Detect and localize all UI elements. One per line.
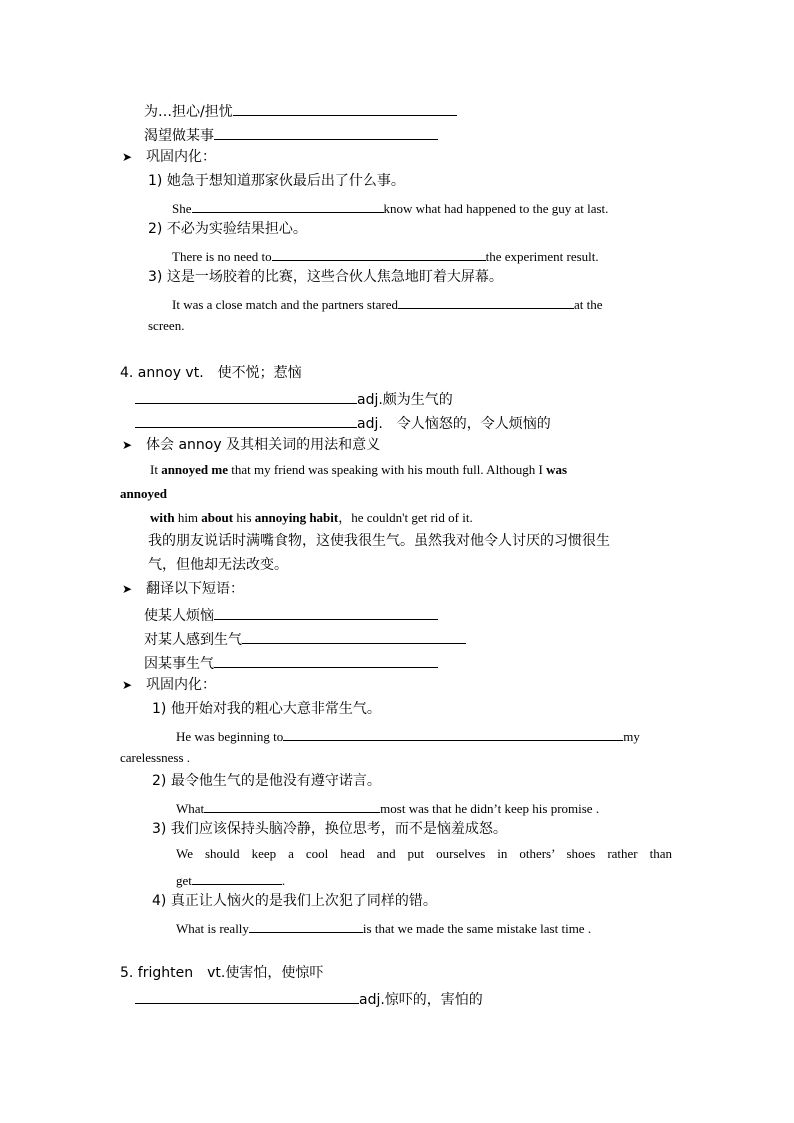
answer-blank[interactable]	[192, 871, 282, 885]
phrase-line	[144, 654, 438, 671]
example-bold: was	[546, 462, 568, 477]
example-text: him	[174, 510, 202, 525]
phrase-label: 为…担心/担忧	[144, 104, 233, 120]
exercise-en	[172, 247, 599, 263]
consolidate-heading	[122, 150, 216, 164]
exercise-en	[176, 919, 591, 935]
exercise-en	[176, 847, 672, 860]
exercise-zh	[152, 702, 381, 716]
item-zh-text: 不必为实验结果担心。	[166, 221, 307, 237]
exercise-en	[172, 199, 608, 215]
answer-blank[interactable]	[233, 102, 457, 116]
exercise-en-cont: screen.	[148, 318, 185, 333]
item-number: 2)	[148, 221, 163, 237]
answer-blank[interactable]	[135, 990, 359, 1004]
answer-blank[interactable]	[135, 390, 357, 404]
en-after: is that we made the same mistake last time .	[362, 921, 592, 936]
answer-blank[interactable]	[192, 199, 384, 213]
example-bold: annoying habit	[254, 510, 339, 525]
phrase-eager-to-do	[144, 126, 438, 143]
example-sentence-line3	[150, 511, 473, 524]
item-zh-text: 他开始对我的粗心大意非常生气。	[170, 701, 381, 717]
heading-text: 巩固内化：	[146, 677, 216, 693]
item-number: 3)	[148, 269, 163, 285]
example-bold: about	[201, 510, 234, 525]
item-zh-text: 我们应该保持头脑冷静，换位思考，而不是恼羞成怒。	[170, 821, 507, 837]
en-after: know what had happened to the guy at last.	[383, 201, 609, 216]
answer-blank[interactable]	[214, 654, 438, 668]
answer-blank[interactable]	[214, 606, 438, 620]
exercise-en-cont: carelessness .	[120, 750, 191, 765]
exercise-en	[176, 871, 285, 887]
adj-label: adj. 令人恼怒的，令人烦恼的	[357, 416, 551, 432]
en-before: It was a close match and the partners stared	[172, 297, 398, 312]
item-zh-text: 她急于想知道那家伙最后出了什么事。	[166, 173, 405, 189]
item-number: 2)	[152, 773, 167, 789]
heading-text: 体会 annoy 及其相关词的用法和意义	[146, 437, 381, 453]
answer-blank[interactable]	[272, 247, 486, 261]
en-after: .	[281, 873, 286, 888]
en-before: She	[172, 201, 192, 216]
phrase-line	[144, 630, 466, 647]
exercise-zh	[152, 894, 437, 908]
example-bold: with	[150, 510, 175, 525]
exercise-en	[176, 799, 599, 815]
example-text: that my friend was speaking with his mouth full. Although I	[228, 462, 547, 477]
item-number: 3)	[152, 821, 167, 837]
translation-line: 我的朋友说话时满嘴食物，这使我很生气。虽然我对他令人讨厌的习惯很生	[148, 533, 610, 549]
answer-blank[interactable]	[398, 295, 574, 309]
example-text: It	[150, 462, 162, 477]
answer-blank[interactable]	[214, 126, 438, 140]
phrase-label: 对某人感到生气	[144, 632, 242, 648]
arrow-bullet-icon: ➤	[122, 438, 133, 452]
exercise-zh	[148, 270, 503, 284]
adj-label: adj.颇为生气的	[357, 392, 453, 408]
heading-text: 翻译以下短语：	[146, 581, 244, 597]
en-before: get	[176, 873, 192, 888]
phrase-label: 使某人烦恼	[144, 608, 214, 624]
exercise-zh	[152, 774, 381, 788]
adj-line	[135, 414, 551, 431]
consolidate-heading	[122, 678, 216, 692]
item-number: 1)	[152, 701, 167, 717]
en-before: There is no need to	[172, 249, 272, 264]
example-sentence-line1	[150, 463, 567, 476]
example-text: ，he couldn't get rid of it.	[338, 510, 473, 525]
exercise-zh	[148, 174, 405, 188]
example-text: his	[233, 510, 255, 525]
en-before: He was beginning to	[176, 729, 284, 744]
item-zh-text: 真正让人恼火的是我们上次犯了同样的错。	[170, 893, 437, 909]
answer-blank[interactable]	[135, 414, 357, 428]
arrow-bullet-icon: ➤	[122, 150, 133, 164]
en-after: the experiment result.	[485, 249, 599, 264]
phrase-line	[144, 606, 438, 623]
phrase-label: 渴望做某事	[144, 128, 214, 144]
section-heading: 5. frighten vt.使害怕，使惊吓	[120, 965, 324, 981]
exercise-en	[176, 727, 640, 743]
item-number: 1)	[148, 173, 163, 189]
section-heading: 4. annoy vt. 使不悦；惹恼	[120, 365, 302, 381]
en-after: my	[623, 729, 640, 744]
phrase-worry-about	[144, 102, 457, 119]
heading-text: 巩固内化：	[146, 149, 216, 165]
adj-line	[135, 390, 453, 407]
en-before: What	[176, 801, 205, 816]
answer-blank[interactable]	[242, 630, 466, 644]
example-bold: annoyed me	[161, 462, 229, 477]
en-before: What is really	[176, 921, 249, 936]
item-zh-text: 最令他生气的是他没有遵守诺言。	[170, 773, 381, 789]
example-bold: annoyed	[120, 486, 167, 501]
adj-label: adj.惊吓的，害怕的	[359, 992, 483, 1008]
understand-heading	[122, 438, 380, 452]
item-zh-text: 这是一场胶着的比赛，这些合伙人焦急地盯着大屏幕。	[166, 269, 503, 285]
answer-blank[interactable]	[249, 919, 363, 933]
exercise-zh	[152, 822, 507, 836]
exercise-zh	[148, 222, 307, 236]
en-after: most was that he didn’t keep his promise .	[380, 801, 600, 816]
exercise-en	[172, 295, 602, 311]
answer-blank[interactable]	[204, 799, 380, 813]
arrow-bullet-icon: ➤	[122, 678, 133, 692]
arrow-bullet-icon: ➤	[122, 582, 133, 596]
phrase-label: 因某事生气	[144, 656, 214, 672]
answer-blank[interactable]	[283, 727, 623, 741]
translation-line: 气，但他却无法改变。	[148, 557, 288, 573]
phrases-heading	[122, 582, 244, 596]
en-line: We should keep a cool head and put ourselves in others’ shoes rather than	[176, 846, 672, 861]
example-sentence-line2	[120, 487, 167, 500]
en-after: at the	[573, 297, 603, 312]
adj-line	[135, 990, 483, 1007]
item-number: 4)	[152, 893, 167, 909]
